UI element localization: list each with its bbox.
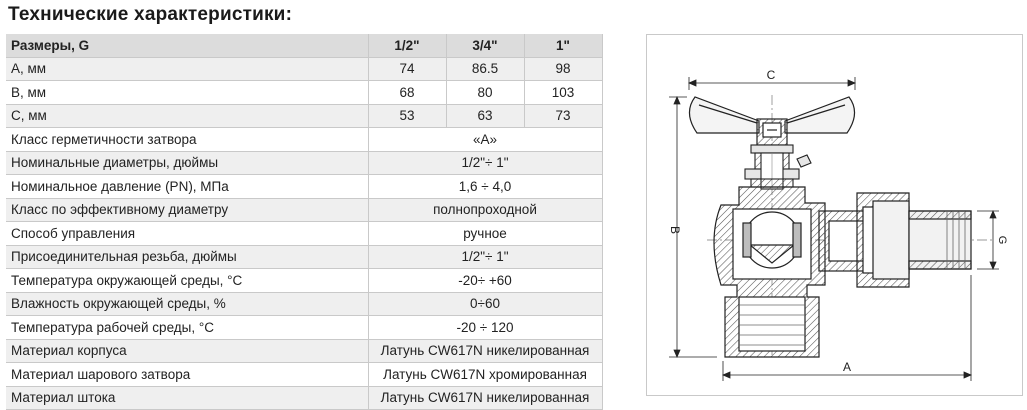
angle-ball-valve-drawing xyxy=(647,35,1022,395)
row-value: 0÷60 xyxy=(368,292,602,316)
row-param: Класс герметичности затвора xyxy=(6,128,368,152)
row-value: Латунь CW617N никелированная xyxy=(368,386,602,410)
row-param: Материал шарового затвора xyxy=(6,363,368,387)
table-row xyxy=(6,57,602,81)
page-title: Технические характеристики: xyxy=(8,4,293,25)
row-param: С, мм xyxy=(6,104,368,128)
row-value: «А» xyxy=(368,128,602,152)
row-value: 73 xyxy=(524,104,602,128)
row-param: В, мм xyxy=(6,81,368,105)
row-value: Латунь CW617N хромированная xyxy=(368,363,602,387)
table-row xyxy=(6,81,602,105)
row-value: 63 xyxy=(446,104,524,128)
specifications-table xyxy=(6,34,603,410)
row-param: Температура рабочей среды, °С xyxy=(6,316,368,340)
table-row xyxy=(6,363,602,387)
row-param: А, мм xyxy=(6,57,368,81)
header-size-half-inch: 1/2" xyxy=(368,34,446,57)
stem xyxy=(745,145,811,189)
dimension-label-b: B xyxy=(668,225,682,235)
row-value: 1/2"÷ 1" xyxy=(368,245,602,269)
table-row xyxy=(6,316,602,340)
row-param: Номинальные диаметры, дюймы xyxy=(6,151,368,175)
valve-body xyxy=(714,187,971,357)
row-param: Влажность окружающей среды, % xyxy=(6,292,368,316)
row-value: 103 xyxy=(524,81,602,105)
row-param: Материал штока xyxy=(6,386,368,410)
row-value: 68 xyxy=(368,81,446,105)
table-row xyxy=(6,104,602,128)
row-param: Способ управления xyxy=(6,222,368,246)
table-row xyxy=(6,292,602,316)
row-param: Номинальное давление (PN), МПа xyxy=(6,175,368,199)
row-value: 1/2"÷ 1" xyxy=(368,151,602,175)
row-value: Латунь CW617N никелированная xyxy=(368,339,602,363)
table-row xyxy=(6,175,602,199)
table-row xyxy=(6,222,602,246)
row-value: 80 xyxy=(446,81,524,105)
row-value: -20÷ +60 xyxy=(368,269,602,293)
table-row xyxy=(6,386,602,410)
row-param: Температура окружающей среды, °С xyxy=(6,269,368,293)
row-value: 53 xyxy=(368,104,446,128)
header-size-three-quarter-inch: 3/4" xyxy=(446,34,524,57)
table-row xyxy=(6,269,602,293)
table-row xyxy=(6,339,602,363)
row-param: Класс по эффективному диаметру xyxy=(6,198,368,222)
valve-technical-drawing xyxy=(646,34,1023,396)
header-size-one-inch: 1" xyxy=(524,34,602,57)
dimension-label-g: G xyxy=(996,235,1008,245)
row-value: 86.5 xyxy=(446,57,524,81)
row-value: 1,6 ÷ 4,0 xyxy=(368,175,602,199)
table-row xyxy=(6,198,602,222)
row-value: 98 xyxy=(524,57,602,81)
dimension-label-a: A xyxy=(842,360,852,374)
row-value: -20 ÷ 120 xyxy=(368,316,602,340)
table-row xyxy=(6,128,602,152)
row-value: 74 xyxy=(368,57,446,81)
dimension-label-c: C xyxy=(766,68,776,82)
header-param: Размеры, G xyxy=(6,34,368,57)
row-param: Присоединительная резьба, дюймы xyxy=(6,245,368,269)
table-row xyxy=(6,151,602,175)
row-value: ручное xyxy=(368,222,602,246)
table-header-row xyxy=(6,34,602,57)
table-row xyxy=(6,245,602,269)
row-value: полнопроходной xyxy=(368,198,602,222)
row-param: Материал корпуса xyxy=(6,339,368,363)
